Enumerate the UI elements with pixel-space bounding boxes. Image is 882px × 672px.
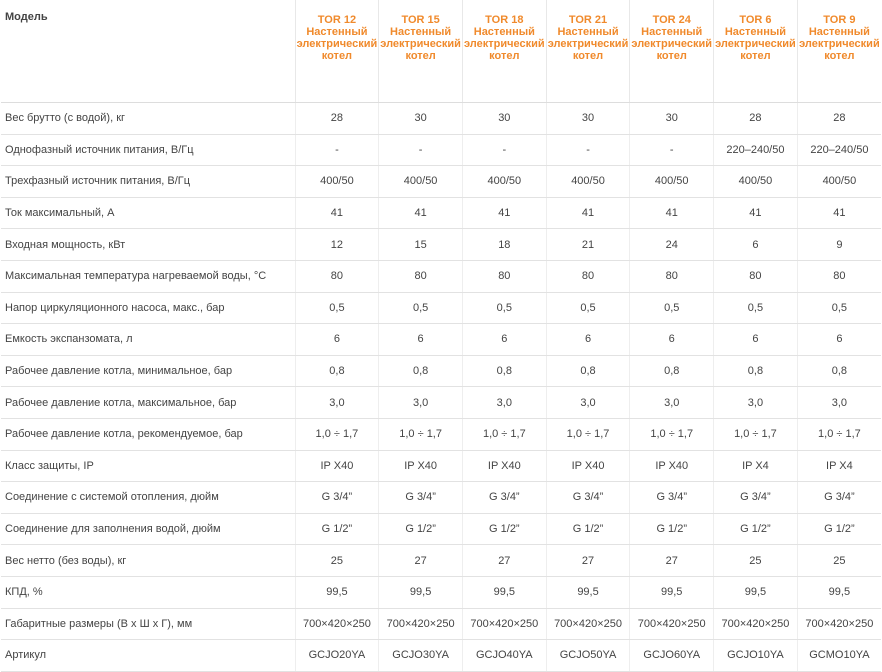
model-description: Настенный электрический котел	[463, 26, 545, 62]
header-label: Модель	[1, 0, 295, 103]
table-cell: 99,5	[295, 576, 379, 608]
table-cell: 15	[379, 229, 463, 261]
table-cell: G 1/2”	[295, 513, 379, 545]
table-cell: GCJO10YA	[714, 640, 798, 672]
table-cell: 3,0	[630, 387, 714, 419]
table-cell: 30	[630, 103, 714, 135]
table-cell: 400/50	[630, 166, 714, 198]
row-label: Рабочее давление котла, минимальное, бар	[1, 355, 295, 387]
table-cell: 27	[379, 545, 463, 577]
table-cell: G 3/4”	[630, 482, 714, 514]
model-header	[714, 0, 798, 103]
model-header	[295, 0, 379, 103]
table-cell: 400/50	[462, 166, 546, 198]
table-cell: 41	[797, 197, 881, 229]
row-label: КПД, %	[1, 576, 295, 608]
table-cell: 41	[630, 197, 714, 229]
table-cell: 3,0	[295, 387, 379, 419]
table-cell: G 1/2”	[546, 513, 630, 545]
table-cell: 1,0 ÷ 1,7	[295, 418, 379, 450]
table-cell: G 3/4”	[714, 482, 798, 514]
table-cell: 6	[714, 324, 798, 356]
table-cell: -	[546, 134, 630, 166]
table-cell: GCJO60YA	[630, 640, 714, 672]
table-cell: 12	[295, 229, 379, 261]
table-cell: IP X40	[462, 450, 546, 482]
table-cell: 0,5	[295, 292, 379, 324]
table-row	[1, 324, 881, 356]
table-cell: 41	[379, 197, 463, 229]
table-cell: -	[630, 134, 714, 166]
table-cell: 700×420×250	[797, 608, 881, 640]
table-cell: 3,0	[546, 387, 630, 419]
table-row	[1, 513, 881, 545]
table-cell: 30	[546, 103, 630, 135]
table-cell: 1,0 ÷ 1,7	[546, 418, 630, 450]
table-row	[1, 608, 881, 640]
row-label: Класс защиты, IP	[1, 450, 295, 482]
table-cell: 28	[714, 103, 798, 135]
specs-table	[1, 0, 881, 672]
table-row	[1, 482, 881, 514]
table-cell: 700×420×250	[379, 608, 463, 640]
table-row	[1, 197, 881, 229]
table-cell: 400/50	[714, 166, 798, 198]
table-cell: GCJO40YA	[462, 640, 546, 672]
table-cell: 27	[462, 545, 546, 577]
table-cell: 9	[797, 229, 881, 261]
row-label: Ток максимальный, А	[1, 197, 295, 229]
table-cell: IP X40	[630, 450, 714, 482]
table-cell: 80	[462, 260, 546, 292]
row-label: Соединение с системой отопления, дюйм	[1, 482, 295, 514]
table-cell: 41	[714, 197, 798, 229]
table-cell: G 1/2”	[714, 513, 798, 545]
table-cell: 700×420×250	[462, 608, 546, 640]
table-cell: IP X40	[546, 450, 630, 482]
table-cell: 220–240/50	[797, 134, 881, 166]
table-cell: 27	[546, 545, 630, 577]
table-cell: 6	[797, 324, 881, 356]
row-label: Соединение для заполнения водой, дюйм	[1, 513, 295, 545]
table-cell: 6	[546, 324, 630, 356]
table-cell: 25	[714, 545, 798, 577]
table-cell: 25	[295, 545, 379, 577]
table-cell: 400/50	[295, 166, 379, 198]
table-cell: 41	[295, 197, 379, 229]
table-cell: 99,5	[714, 576, 798, 608]
table-cell: G 3/4”	[797, 482, 881, 514]
table-cell: 99,5	[546, 576, 630, 608]
table-cell: 700×420×250	[630, 608, 714, 640]
table-cell: 25	[797, 545, 881, 577]
table-cell: 0,5	[379, 292, 463, 324]
table-cell: 0,5	[714, 292, 798, 324]
table-cell: 27	[630, 545, 714, 577]
table-cell: 700×420×250	[295, 608, 379, 640]
table-row	[1, 640, 881, 672]
row-label: Вес нетто (без воды), кг	[1, 545, 295, 577]
table-cell: IP X4	[797, 450, 881, 482]
table-cell: G 1/2”	[462, 513, 546, 545]
table-cell: 18	[462, 229, 546, 261]
model-header	[797, 0, 881, 103]
table-cell: 400/50	[546, 166, 630, 198]
table-cell: 99,5	[379, 576, 463, 608]
model-description: Настенный электрический котел	[631, 26, 713, 62]
row-label: Рабочее давление котла, рекомендуемое, бар	[1, 418, 295, 450]
table-row	[1, 418, 881, 450]
table-cell: 21	[546, 229, 630, 261]
table-row	[1, 260, 881, 292]
table-cell: 3,0	[462, 387, 546, 419]
row-label: Трехфазный источник питания, В/Гц	[1, 166, 295, 198]
table-cell: 6	[714, 229, 798, 261]
table-cell: 400/50	[797, 166, 881, 198]
model-name: TOR 15	[401, 14, 440, 26]
table-row	[1, 292, 881, 324]
row-label: Артикул	[1, 640, 295, 672]
table-cell: 80	[797, 260, 881, 292]
table-row	[1, 576, 881, 608]
row-label: Максимальная температура нагреваемой воды, °С	[1, 260, 295, 292]
row-label: Однофазный источник питания, В/Гц	[1, 134, 295, 166]
table-cell: G 3/4”	[295, 482, 379, 514]
table-cell: 700×420×250	[714, 608, 798, 640]
table-cell: 1,0 ÷ 1,7	[797, 418, 881, 450]
table-row	[1, 450, 881, 482]
table-cell: 6	[462, 324, 546, 356]
table-cell: 0,8	[797, 355, 881, 387]
table-cell: 28	[295, 103, 379, 135]
table-cell: 99,5	[630, 576, 714, 608]
row-label: Вес брутто (с водой), кг	[1, 103, 295, 135]
table-cell: GCJO20YA	[295, 640, 379, 672]
table-cell: 41	[462, 197, 546, 229]
model-name: TOR 6	[739, 14, 772, 26]
model-name: TOR 24	[652, 14, 691, 26]
table-cell: 0,5	[462, 292, 546, 324]
table-cell: G 3/4”	[462, 482, 546, 514]
model-description: Настенный электрический котел	[547, 26, 629, 62]
table-cell: 0,8	[379, 355, 463, 387]
table-cell: 41	[546, 197, 630, 229]
model-header	[462, 0, 546, 103]
row-label: Входная мощность, кВт	[1, 229, 295, 261]
table-row	[1, 545, 881, 577]
table-cell: 0,5	[630, 292, 714, 324]
table-cell: 700×420×250	[546, 608, 630, 640]
table-cell: 1,0 ÷ 1,7	[630, 418, 714, 450]
table-cell: 0,8	[295, 355, 379, 387]
model-description: Настенный электрический котел	[799, 26, 880, 62]
model-description: Настенный электрический котел	[715, 26, 796, 62]
table-cell: 3,0	[714, 387, 798, 419]
table-cell: 0,8	[546, 355, 630, 387]
table-cell: G 3/4”	[379, 482, 463, 514]
table-cell: G 1/2”	[630, 513, 714, 545]
table-cell: 6	[630, 324, 714, 356]
table-cell: GCJO50YA	[546, 640, 630, 672]
table-cell: 28	[797, 103, 881, 135]
table-row	[1, 229, 881, 261]
table-cell: 220–240/50	[714, 134, 798, 166]
table-cell: 0,5	[797, 292, 881, 324]
row-label: Емкость экспанзомата, л	[1, 324, 295, 356]
model-name: TOR 18	[485, 14, 524, 26]
table-cell: GCJO30YA	[379, 640, 463, 672]
table-cell: 80	[295, 260, 379, 292]
table-cell: 3,0	[797, 387, 881, 419]
table-cell: 1,0 ÷ 1,7	[462, 418, 546, 450]
table-cell: IP X40	[295, 450, 379, 482]
table-cell: 99,5	[797, 576, 881, 608]
table-cell: 0,8	[630, 355, 714, 387]
table-cell: -	[295, 134, 379, 166]
table-cell: -	[379, 134, 463, 166]
table-cell: 6	[379, 324, 463, 356]
row-label: Рабочее давление котла, максимальное, бар	[1, 387, 295, 419]
table-cell: 6	[295, 324, 379, 356]
table-cell: 80	[379, 260, 463, 292]
row-label: Напор циркуляционного насоса, макс., бар	[1, 292, 295, 324]
model-name: TOR 12	[317, 14, 357, 26]
row-label: Габаритные размеры (В х Ш х Г), мм	[1, 608, 295, 640]
table-cell: 3,0	[379, 387, 463, 419]
table-cell: 1,0 ÷ 1,7	[714, 418, 798, 450]
table-cell: G 1/2”	[797, 513, 881, 545]
model-header	[546, 0, 630, 103]
table-cell: -	[462, 134, 546, 166]
table-cell: 80	[546, 260, 630, 292]
table-cell: IP X40	[379, 450, 463, 482]
model-name: TOR 9	[823, 14, 856, 26]
table-cell: 0,8	[714, 355, 798, 387]
model-header	[379, 0, 463, 103]
table-cell: 80	[630, 260, 714, 292]
model-description: Настенный электрический котел	[380, 26, 461, 62]
header-row	[1, 0, 881, 103]
table-row	[1, 166, 881, 198]
table-cell: GCMO10YA	[797, 640, 881, 672]
table-cell: IP X4	[714, 450, 798, 482]
model-header	[630, 0, 714, 103]
specs-body	[1, 103, 881, 672]
table-cell: G 1/2”	[379, 513, 463, 545]
table-row	[1, 355, 881, 387]
table-cell: 400/50	[379, 166, 463, 198]
table-cell: 99,5	[462, 576, 546, 608]
table-cell: G 3/4”	[546, 482, 630, 514]
table-cell: 80	[714, 260, 798, 292]
table-cell: 30	[462, 103, 546, 135]
model-name: TOR 21	[568, 14, 608, 26]
table-row	[1, 134, 881, 166]
model-description: Настенный электрический котел	[296, 26, 378, 62]
table-cell: 0,5	[546, 292, 630, 324]
table-cell: 1,0 ÷ 1,7	[379, 418, 463, 450]
table-row	[1, 103, 881, 135]
table-row	[1, 387, 881, 419]
table-cell: 30	[379, 103, 463, 135]
table-cell: 24	[630, 229, 714, 261]
table-cell: 0,8	[462, 355, 546, 387]
